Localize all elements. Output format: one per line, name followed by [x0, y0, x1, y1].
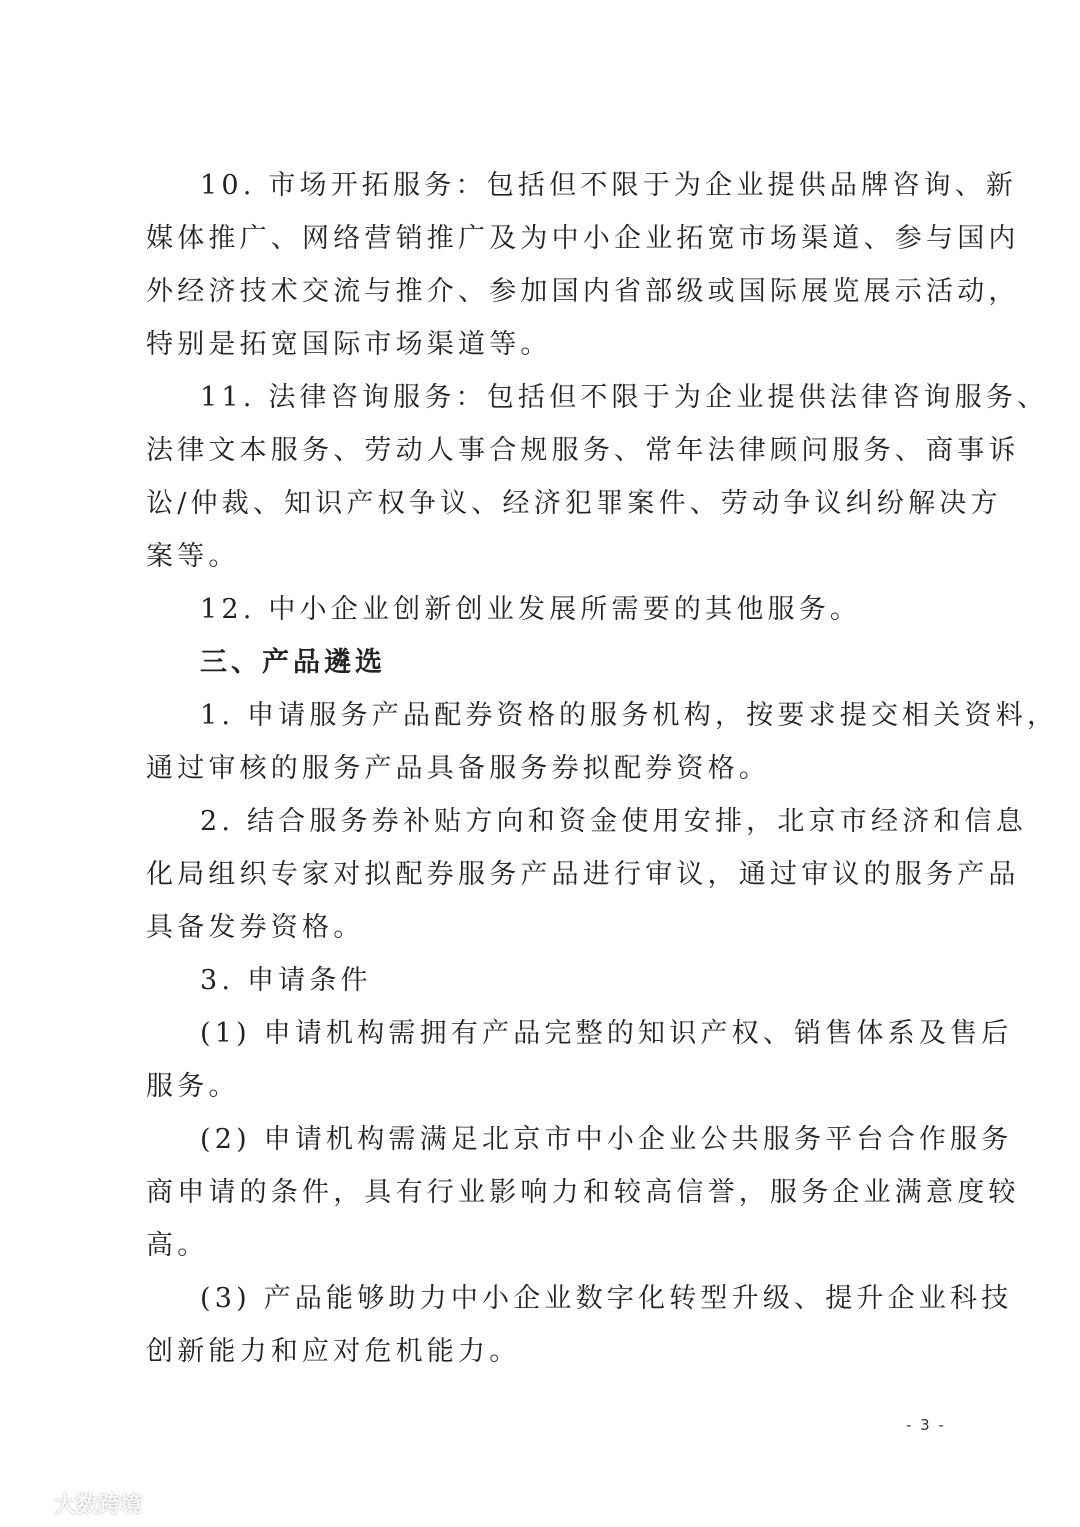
paragraph-line: 高。 — [146, 1230, 209, 1261]
paragraph-line: (3) 产品能够助力中小企业数字化转型升级、提升企业科技 — [200, 1283, 1013, 1314]
paragraph-line: 11. 法律咨询服务：包括但不限于为企业提供法律咨询服务、 — [200, 382, 1049, 413]
paragraph-line: 1. 申请服务产品配券资格的服务机构，按要求提交相关资料， — [200, 700, 1059, 731]
paragraph-line: (1) 申请机构需拥有产品完整的知识产权、销售体系及售后 — [200, 1018, 1013, 1049]
paragraph-line: 具备发券资格。 — [146, 912, 365, 943]
paragraph-line: 案等。 — [146, 541, 240, 572]
watermark — [14, 1488, 142, 1519]
paragraph-line: 商申请的条件，具有行业影响力和较高信誉，服务企业满意度较 — [146, 1177, 1020, 1208]
paragraph-line: 2. 结合服务券补贴方向和资金使用安排，北京市经济和信息 — [200, 806, 1027, 837]
watermark-text: 大数跨境 — [54, 1493, 143, 1518]
paragraph-line: 10. 市场开拓服务：包括但不限于为企业提供品牌咨询、新 — [200, 170, 1018, 201]
paragraph-line: 讼/仲裁、知识产权争议、经济犯罪案件、劳动争议纠纷解决方 — [146, 488, 1002, 519]
paragraph-line: 12. 中小企业创新创业发展所需要的其他服务。 — [200, 594, 862, 625]
paragraph-line: 媒体推广、网络营销推广及为中小企业拓宽市场渠道、参与国内 — [146, 223, 1020, 254]
chat-bubble-icon — [14, 1493, 48, 1515]
paragraph-line: 特别是拓宽国际市场渠道等。 — [146, 329, 552, 360]
paragraph-line: 法律文本服务、劳动人事合规服务、常年法律顾问服务、商事诉 — [146, 435, 1020, 466]
paragraph-line: 通过审核的服务产品具备服务券拟配券资格。 — [146, 753, 770, 784]
paragraph-line: 创新能力和应对危机能力。 — [146, 1336, 521, 1367]
page-number: - 3 - — [906, 1416, 946, 1434]
paragraph-line: 外经济技术交流与推介、参加国内省部级或国际展览展示活动， — [146, 276, 1020, 307]
paragraph-line: 服务。 — [146, 1071, 240, 1102]
paragraph-line: 3. 申请条件 — [200, 965, 372, 996]
paragraph-line: 化局组织专家对拟配券服务产品进行审议，通过审议的服务产品 — [146, 859, 1020, 890]
paragraph-line: (2) 申请机构需满足北京市中小企业公共服务平台合作服务 — [200, 1124, 1013, 1155]
section-heading: 三、产品遴选 — [200, 647, 386, 678]
